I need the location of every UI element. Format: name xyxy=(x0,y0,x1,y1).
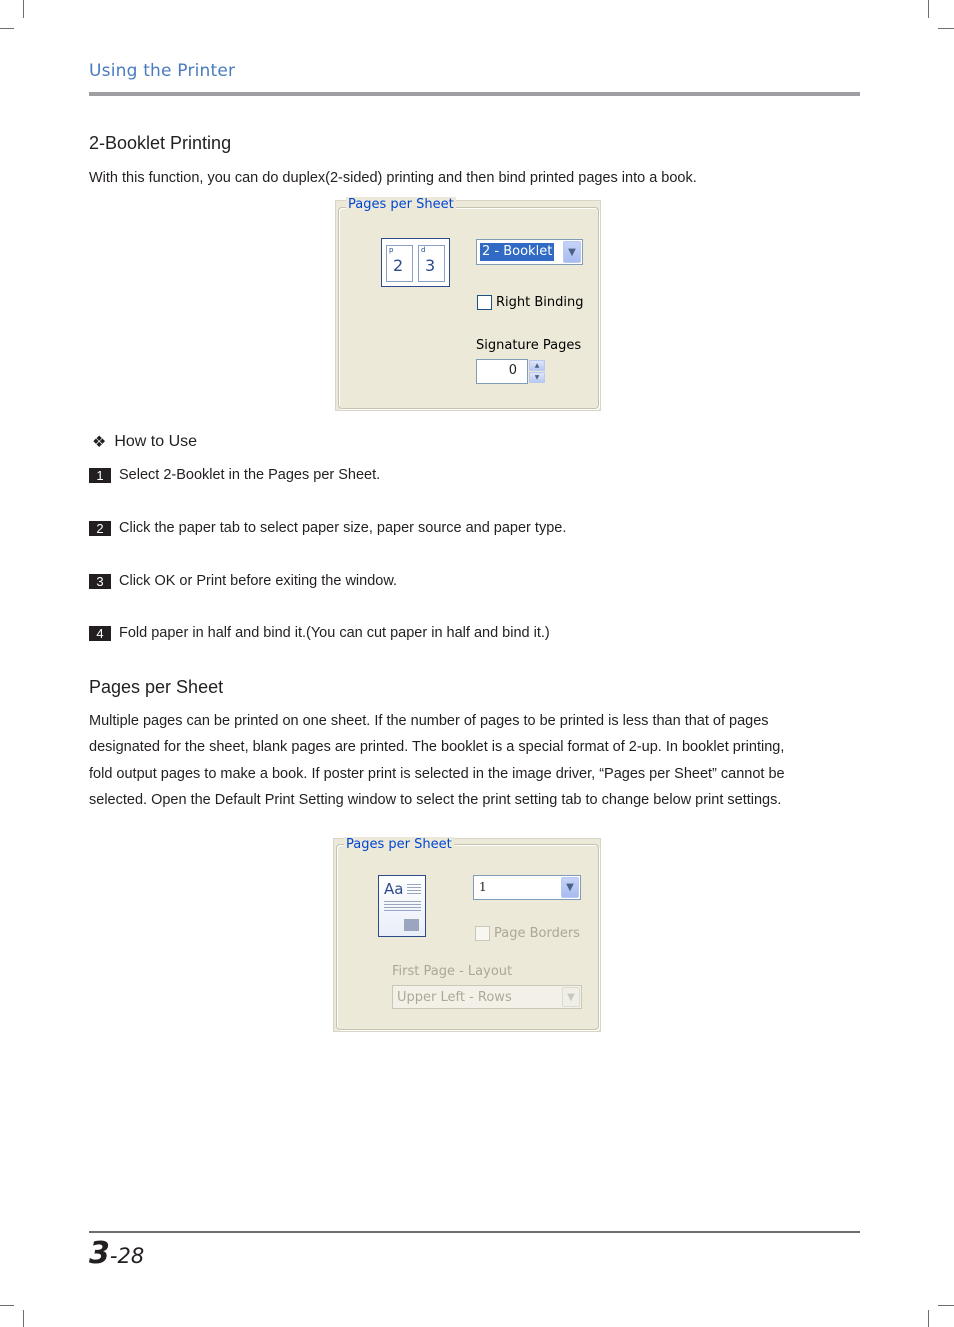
preview-image xyxy=(404,919,419,931)
group-title: Pages per Sheet xyxy=(348,197,454,212)
preview-page-right xyxy=(418,245,445,282)
step-text: Fold paper in half and bind it.(You can cut paper in half and bind it.) xyxy=(119,625,550,641)
step-1 xyxy=(89,466,380,484)
step-number: 1 xyxy=(89,468,111,483)
how-to-use-title: How to Use xyxy=(114,433,198,450)
pages-per-sheet-description xyxy=(89,708,829,813)
chevron-down-icon[interactable]: ▼ xyxy=(563,241,581,263)
select-value: 1 xyxy=(479,880,487,894)
crop-mark xyxy=(928,0,929,18)
page-number xyxy=(89,1236,144,1271)
diamond-bullet-icon: ❖ xyxy=(92,434,107,451)
preview-page-left xyxy=(386,245,413,282)
crop-mark xyxy=(23,1310,24,1327)
booklet-intro: With this function, you can do duplex(2-sided) printing and then bind printed pages into a book. xyxy=(89,170,697,186)
right-binding-label: Right Binding xyxy=(496,295,584,310)
select-value: Upper Left - Rows xyxy=(397,990,512,1005)
spin-up-button[interactable]: ▲ xyxy=(529,360,545,371)
step-text: Click OK or Print before exiting the window. xyxy=(119,573,398,589)
group-title: Pages per Sheet xyxy=(346,837,452,852)
signature-pages-input[interactable]: 0 xyxy=(476,359,528,384)
booklet-preview-icon xyxy=(381,238,450,287)
step-text: Click the paper tab to select paper size, paper source and paper type. xyxy=(119,520,567,536)
page-preview-icon xyxy=(378,875,426,937)
page-mark: d xyxy=(421,246,426,254)
preview-lines xyxy=(407,884,421,896)
step-text: Select 2-Booklet in the Pages per Sheet. xyxy=(119,467,381,483)
pages-per-sheet-select[interactable] xyxy=(476,239,583,265)
description-line: selected. Open the Default Print Setting window to select the print setting tab to change below print settings. xyxy=(89,791,782,808)
step-2 xyxy=(89,519,566,537)
page-number-2: 2 xyxy=(393,256,404,275)
section-heading-pages-per-sheet: Pages per Sheet xyxy=(89,677,224,697)
preview-text: Aa xyxy=(384,880,404,898)
page-mark: p xyxy=(389,246,394,254)
chevron-down-icon[interactable]: ▼ xyxy=(561,877,579,898)
description-line: fold output pages to make a book. If poster print is selected in the image driver, “Pages per Sheet” cannot be xyxy=(89,765,785,782)
page-borders-checkbox[interactable] xyxy=(475,926,490,941)
description-line: designated for the sheet, blank pages are printed. The booklet is a special format of 2-up. In booklet printing, xyxy=(89,739,785,756)
pages-per-sheet-select[interactable] xyxy=(473,875,581,900)
crop-mark xyxy=(938,28,954,29)
crop-mark xyxy=(0,28,14,29)
pages-per-sheet-dialog-panel xyxy=(333,838,601,1032)
section-heading-booklet: 2-Booklet Printing xyxy=(89,133,232,153)
chevron-down-icon[interactable]: ▼ xyxy=(562,987,580,1007)
crop-mark xyxy=(23,0,24,18)
page-number-3: 3 xyxy=(425,256,436,275)
description-line: Multiple pages can be printed on one sheet. If the number of pages to be printed is less than that of pages xyxy=(89,713,769,729)
crop-mark xyxy=(938,1305,954,1306)
right-binding-checkbox[interactable] xyxy=(477,295,492,310)
step-number: 3 xyxy=(89,574,111,589)
crop-mark xyxy=(928,1310,929,1327)
booklet-dialog-panel xyxy=(335,197,601,411)
step-4 xyxy=(89,624,550,642)
step-3 xyxy=(89,572,397,590)
select-value: 2 - Booklet xyxy=(482,244,553,259)
signature-pages-label: Signature Pages xyxy=(476,338,582,353)
crop-mark xyxy=(0,1305,14,1306)
spin-down-button[interactable]: ▼ xyxy=(529,372,545,383)
footer-rule xyxy=(89,1231,860,1233)
header-rule xyxy=(89,92,860,96)
first-page-layout-select[interactable] xyxy=(392,985,582,1009)
running-header: Using the Printer xyxy=(89,61,236,81)
preview-lines xyxy=(384,901,421,913)
page-borders-label: Page Borders xyxy=(494,926,580,941)
chapter-number: 3 xyxy=(89,1236,110,1271)
how-to-use-heading xyxy=(92,432,197,452)
page-index: -28 xyxy=(109,1244,145,1268)
step-number: 2 xyxy=(89,521,111,536)
step-number: 4 xyxy=(89,626,111,641)
first-page-layout-label: First Page - Layout xyxy=(392,964,513,979)
